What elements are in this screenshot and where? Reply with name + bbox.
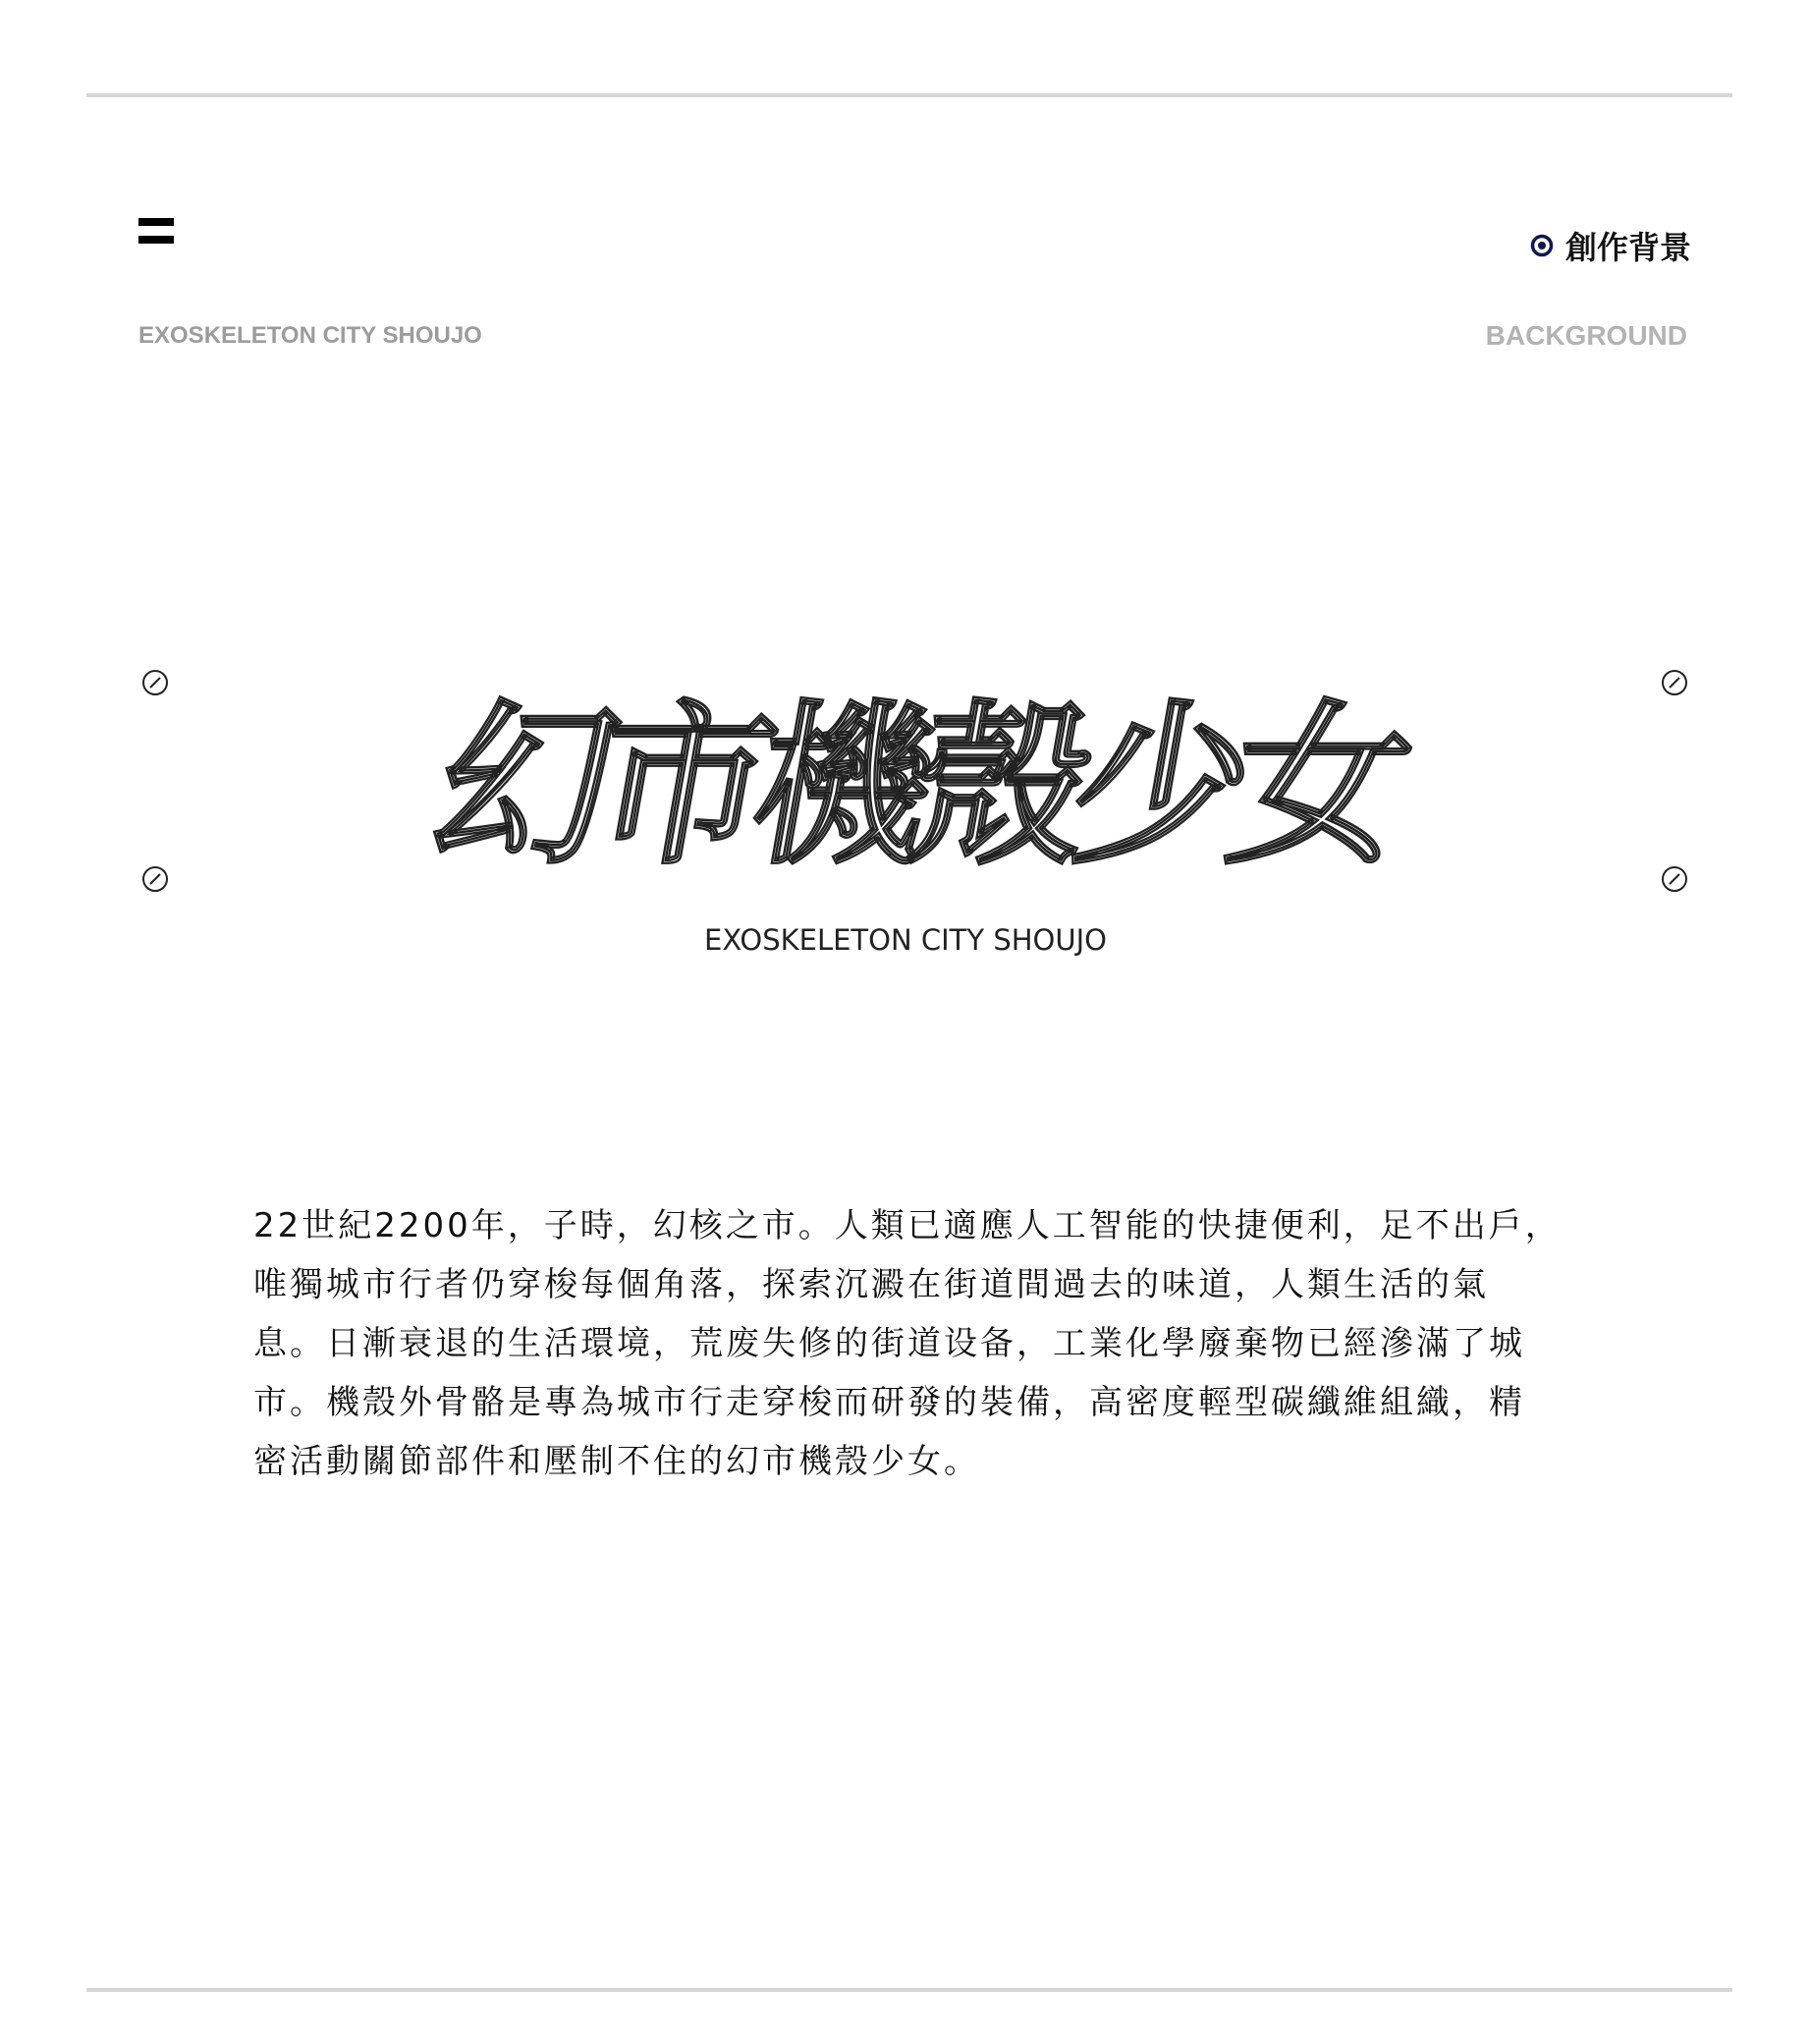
background-paragraph [253, 1196, 1569, 1491]
bottom-divider [86, 1988, 1732, 1992]
slashed-circle-icon [1660, 668, 1689, 697]
top-divider [86, 93, 1732, 97]
paragraph-line: 22世紀2200年，子時，幻核之市。人類已適應人工智能的快捷便利，足不出戶， [253, 1206, 1562, 1245]
title-caption: EXOSKELETON CITY SHOUJO [704, 923, 1107, 957]
slashed-circle-icon [140, 864, 170, 894]
paragraph-line: 息。日漸衰退的生活環境，荒废失修的街道设备，工業化學廢棄物已經滲滿了城 [253, 1324, 1525, 1363]
section-tag-label: 創作背景 [1564, 229, 1691, 266]
paragraph-line: 市。機殼外骨骼是專為城市行走穿梭而研發的裝備，高密度輕型碳纖維組織，精 [253, 1383, 1525, 1422]
section-tag [1530, 223, 1691, 268]
title-logo [363, 660, 1454, 906]
paragraph-line: 唯獨城市行者仍穿梭每個角落，探索沉澱在街道間過去的味道，人類生活的氣 [253, 1265, 1489, 1304]
target-icon [1530, 234, 1554, 257]
header-subtitle: EXOSKELETON CITY SHOUJO [138, 322, 482, 349]
section-subtitle: BACKGROUND [1485, 320, 1687, 351]
slashed-circle-icon [140, 668, 170, 697]
title-logo-text: 幻市機殼少女 [420, 686, 1411, 889]
paragraph-line: 密活動關節部件和壓制不住的幻市機殼少女。 [253, 1442, 980, 1481]
equals-icon [138, 218, 174, 246]
slashed-circle-icon [1660, 864, 1689, 894]
